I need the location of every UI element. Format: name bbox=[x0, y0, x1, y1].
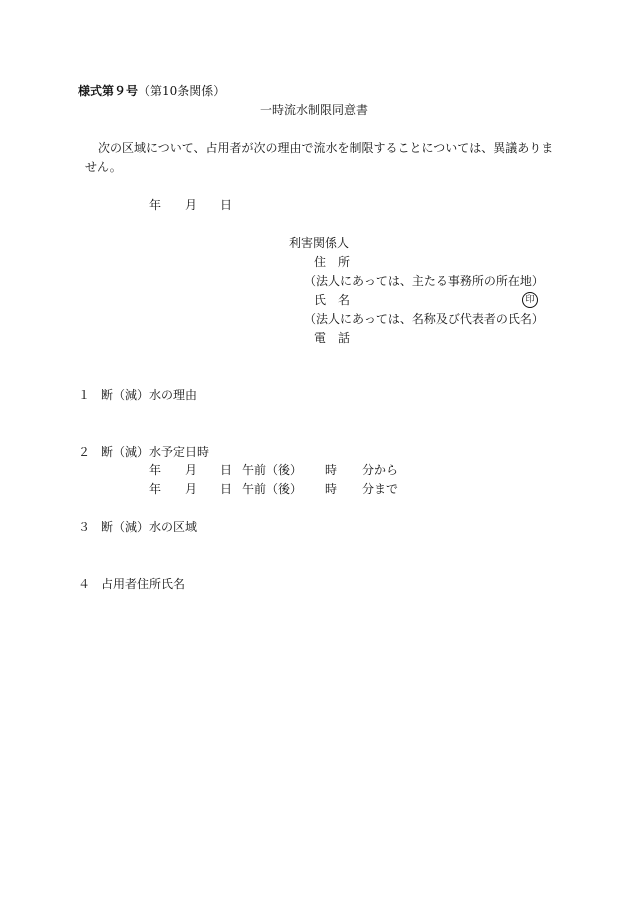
party-address-label: 住 所 bbox=[314, 255, 351, 269]
item-2-row1-month: 月 bbox=[185, 463, 198, 477]
date-day: 日 bbox=[220, 198, 233, 212]
seal-mark: 印 bbox=[522, 292, 538, 308]
item-2-row1-ampm: 午前（後） bbox=[242, 463, 303, 477]
item-1-label: 断（減）水の理由 bbox=[101, 388, 198, 402]
item-2-row2-month: 月 bbox=[185, 482, 198, 496]
body-line-2: せん。 bbox=[85, 160, 122, 174]
item-2-row1-hour: 時 bbox=[325, 463, 338, 477]
date-year: 年 bbox=[149, 198, 162, 212]
party-phone-label: 電 話 bbox=[314, 331, 351, 345]
form-relation: （第10条関係） bbox=[138, 84, 226, 98]
party-name-note: （法人にあっては、名称及び代表者の氏名） bbox=[304, 312, 544, 326]
item-2-row1-year: 年 bbox=[149, 463, 162, 477]
body-line-1: 次の区域について、占用者が次の理由で流水を制限することについては、異議ありま bbox=[98, 141, 554, 155]
item-2-row1-minute: 分から bbox=[362, 463, 399, 477]
item-2-row2-minute: 分まで bbox=[362, 482, 399, 496]
party-address-note: （法人にあっては、主たる事務所の所在地） bbox=[304, 274, 544, 288]
party-name-label: 氏 名 bbox=[314, 293, 351, 307]
item-1-number: １ bbox=[78, 388, 91, 402]
item-2-row2-day: 日 bbox=[220, 482, 233, 496]
item-4-number: ４ bbox=[78, 577, 91, 591]
item-4-label: 占用者住所氏名 bbox=[101, 577, 186, 591]
item-2-row1-day: 日 bbox=[220, 463, 233, 477]
item-2-row2-year: 年 bbox=[149, 482, 162, 496]
date-month: 月 bbox=[185, 198, 198, 212]
item-3-label: 断（減）水の区域 bbox=[101, 520, 198, 534]
party-heading: 利害関係人 bbox=[289, 236, 350, 250]
form-number bbox=[78, 85, 225, 97]
item-2-row2-ampm: 午前（後） bbox=[242, 482, 303, 496]
document-title: 一時流水制限同意書 bbox=[260, 103, 369, 117]
item-2-row2-hour: 時 bbox=[325, 482, 338, 496]
item-2-label: 断（減）水予定日時 bbox=[101, 445, 210, 459]
form-number-label: 様式第９号 bbox=[78, 84, 139, 98]
item-2-number: ２ bbox=[78, 445, 91, 459]
item-3-number: ３ bbox=[78, 520, 91, 534]
